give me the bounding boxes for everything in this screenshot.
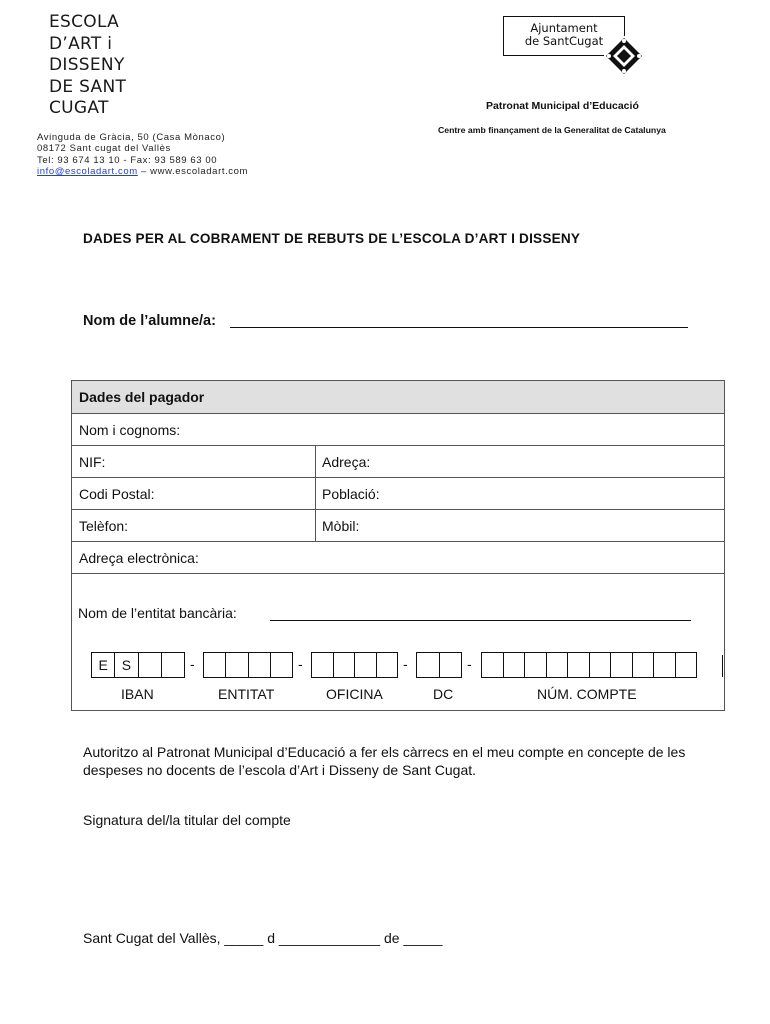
account-number-boxes[interactable] bbox=[481, 652, 697, 678]
logo-line: D’ART i bbox=[49, 33, 113, 54]
ajuntament-line2: de SantCugat bbox=[524, 34, 604, 48]
email-row[interactable] bbox=[72, 542, 724, 574]
address-label[interactable]: Adreça: bbox=[322, 453, 371, 470]
account-number-label: NÚM. COMPTE bbox=[537, 686, 637, 702]
postal-code-label[interactable]: Codi Postal: bbox=[79, 485, 155, 502]
ajuntament-emblem-icon bbox=[604, 36, 644, 76]
centre-subtitle: Centre amb finançament de la Generalitat de Catalunya bbox=[438, 125, 666, 135]
logo-line: CUGAT bbox=[49, 98, 109, 118]
student-name-field[interactable] bbox=[230, 327, 688, 328]
separator-dash: - bbox=[298, 656, 303, 672]
full-name-row[interactable] bbox=[72, 414, 724, 446]
phone-line: Tel: 93 674 13 10 - Fax: 93 589 63 00 bbox=[37, 154, 218, 166]
separator-dash: - bbox=[403, 656, 408, 672]
iban-char: E bbox=[92, 653, 115, 677]
town-label[interactable]: Població: bbox=[322, 485, 380, 502]
patronat-title: Patronat Municipal d’Educació bbox=[486, 100, 639, 112]
full-name-label: Nom i cognoms: bbox=[79, 421, 181, 438]
iban-boxes[interactable] bbox=[91, 652, 185, 678]
web-text: – www.escoladart.com bbox=[137, 165, 249, 177]
logo-line: DISSENY bbox=[49, 55, 125, 75]
student-name-label: Nom de l’alumne/a: bbox=[83, 313, 216, 329]
box-edge bbox=[722, 655, 723, 677]
signature-label: Signatura del/la titular del compte bbox=[83, 812, 291, 828]
logo-line: DE SANT bbox=[49, 76, 127, 97]
oficina-boxes[interactable] bbox=[311, 652, 398, 678]
postal-town-row bbox=[72, 478, 724, 510]
school-address bbox=[37, 132, 248, 177]
dc-boxes[interactable] bbox=[416, 652, 462, 678]
address-line: Avinguda de Gràcia, 50 (Casa Mònaco) bbox=[37, 132, 226, 143]
payer-table-header bbox=[72, 381, 724, 414]
address-line: 08172 Sant cugat del Vallès bbox=[37, 143, 171, 155]
document-title: DADES PER AL COBRAMENT DE REBUTS DE L’ESCOLA D’ART I DISSENY bbox=[83, 231, 581, 246]
mobile-label[interactable]: Mòbil: bbox=[322, 517, 360, 534]
bank-name-field[interactable] bbox=[270, 620, 691, 621]
authorization-text: Autoritzo al Patronat Municipal d’Educació a fer els càrrecs en el meu compte en concepte de les despeses no docents de l’escola d’Art i Disseny de Sant Cugat. bbox=[83, 744, 686, 778]
oficina-label: OFICINA bbox=[326, 686, 383, 702]
place-date-line: Sant Cugat del Vallès, _____ d _____________ de _____ bbox=[83, 930, 443, 946]
payer-header-label: Dades del pagador bbox=[79, 389, 205, 405]
email-label: Adreça electrònica: bbox=[79, 549, 199, 566]
school-logo bbox=[49, 12, 126, 120]
entitat-boxes[interactable] bbox=[203, 652, 293, 678]
nif-label[interactable]: NIF: bbox=[79, 453, 106, 470]
dc-label: DC bbox=[433, 686, 454, 702]
iban-label: IBAN bbox=[121, 686, 154, 702]
phone-label[interactable]: Telèfon: bbox=[79, 517, 129, 534]
bank-name-label: Nom de l’entitat bancària: bbox=[78, 605, 237, 621]
iban-char: S bbox=[115, 653, 138, 677]
ajuntament-line1: Ajuntament bbox=[530, 21, 598, 35]
email-link[interactable]: info@escoladart.com bbox=[37, 165, 138, 177]
separator-dash: - bbox=[190, 656, 195, 672]
logo-line: ESCOLA bbox=[49, 12, 120, 32]
separator-dash: - bbox=[467, 656, 472, 672]
entitat-label: ENTITAT bbox=[218, 686, 275, 702]
nif-address-row bbox=[72, 446, 724, 478]
phone-mobile-row bbox=[72, 510, 724, 542]
